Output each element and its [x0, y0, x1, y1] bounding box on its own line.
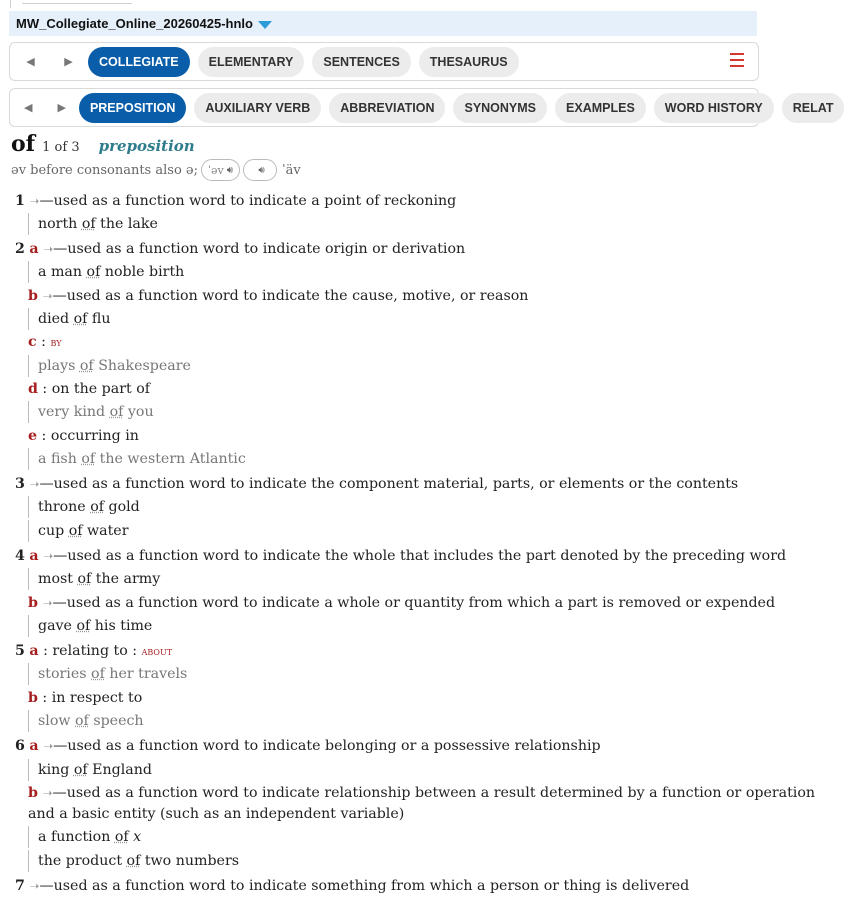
example-6a: king of England — [28, 759, 152, 781]
sense-2a: 2 a ➝—used as a function word to indicate origin or derivation — [15, 241, 466, 257]
sense-6b: b ➝—used as a function word to indicate relationship between a result determined by a function or operation — [28, 785, 816, 801]
speaker-icon: 🔊︎ — [258, 164, 265, 176]
prev-arrow-icon[interactable]: ◀ — [24, 102, 33, 114]
example-2b: died of flu — [28, 308, 111, 330]
example-3b: cup of water — [28, 520, 128, 542]
pronunciation-button[interactable] — [201, 159, 240, 181]
cross-reference-link[interactable]: by — [50, 335, 62, 349]
tab-elementary[interactable]: ELEMENTARY — [198, 47, 305, 77]
example-6b-1: a function of x — [28, 826, 141, 848]
tab-collegiate[interactable]: COLLEGIATE — [88, 47, 190, 77]
next-arrow-icon[interactable]: ▶ — [57, 102, 66, 114]
pronunciation-note: əv before consonants also ə; — [11, 162, 198, 178]
tab-sentences[interactable]: SENTENCES — [312, 47, 410, 77]
section-tab-bar — [9, 88, 834, 127]
tab-preposition[interactable]: PREPOSITION — [79, 93, 186, 123]
example-6b-2: the product of two numbers — [28, 850, 239, 872]
example-3a: throne of gold — [28, 496, 140, 518]
example-2d: very kind of you — [28, 401, 154, 423]
cross-reference-link[interactable]: about — [141, 644, 173, 658]
tab-related[interactable]: RELAT — [782, 93, 844, 123]
example-2a: a man of noble birth — [28, 261, 184, 283]
sense-6b-cont: and a basic entity (such as an independent variable) — [28, 806, 405, 822]
tab-synonyms[interactable]: SYNONYMS — [453, 93, 547, 123]
sense-4a: 4 a ➝—used as a function word to indicate the whole that includes the part denoted by the preceding word — [15, 548, 787, 564]
sense-7: 7 ➝—used as a function word to indicate something from which a person or thing is delivered — [15, 878, 690, 894]
headword: of — [11, 131, 36, 157]
sense-5b: b : in respect to — [28, 690, 143, 706]
pronunciation-row — [11, 158, 301, 182]
sense-2e: e : occurring in — [28, 428, 139, 444]
hamburger-menu-icon[interactable] — [730, 53, 744, 67]
top-edge — [0, 0, 765, 8]
next-arrow-icon[interactable]: ▶ — [64, 56, 73, 68]
sense-4b: b ➝—used as a function word to indicate a whole or quantity from which a part is removed or expended — [28, 595, 776, 611]
speaker-icon: 🔊︎ — [226, 164, 234, 176]
example-1: north of the lake — [28, 213, 158, 235]
sense-1: 1 ➝—used as a function word to indicate a point of reckoning — [15, 193, 457, 209]
dictionary-tab-bar — [9, 42, 759, 81]
tab-thesaurus[interactable]: THESAURUS — [419, 47, 519, 77]
homograph-number: 1 of 3 — [42, 140, 80, 155]
sense-2b: b ➝—used as a function word to indicate the cause, motive, or reason — [28, 288, 529, 304]
tab-word-history[interactable]: WORD HISTORY — [654, 93, 774, 123]
sense-3: 3 ➝—used as a function word to indicate the component material, parts, or elements or the contents — [15, 476, 739, 492]
pronunciation-text-alt: ˈäv — [282, 162, 301, 178]
tab-abbreviation[interactable]: ABBREVIATION — [329, 93, 445, 123]
window-title: MW_Collegiate_Online_20260425-hnlo — [16, 16, 253, 31]
tab-examples[interactable]: EXAMPLES — [555, 93, 646, 123]
title-bar[interactable] — [9, 11, 757, 36]
example-4a: most of the army — [28, 568, 160, 590]
example-2e: a fish of the western Atlantic — [28, 448, 246, 470]
example-2c: plays of Shakespeare — [28, 355, 191, 377]
pronunciation-text: ˈəv — [207, 163, 224, 177]
example-5a: stories of her travels — [28, 663, 187, 685]
pronunciation-button-alt[interactable] — [243, 159, 277, 181]
tab-auxiliary-verb[interactable]: AUXILIARY VERB — [194, 93, 321, 123]
sense-2d: d : on the part of — [28, 381, 150, 397]
dropdown-caret-icon[interactable] — [258, 21, 272, 29]
sense-2c: c : by — [28, 334, 62, 350]
sense-6a: 6 a ➝—used as a function word to indicate belonging or a possessive relationship — [15, 738, 601, 754]
example-4b: gave of his time — [28, 615, 152, 637]
entry-header — [11, 131, 195, 159]
prev-arrow-icon[interactable]: ◀ — [26, 56, 35, 68]
sense-5a: 5 a : relating to : about — [15, 643, 173, 659]
example-5b: slow of speech — [28, 710, 144, 732]
part-of-speech[interactable]: preposition — [98, 137, 195, 155]
